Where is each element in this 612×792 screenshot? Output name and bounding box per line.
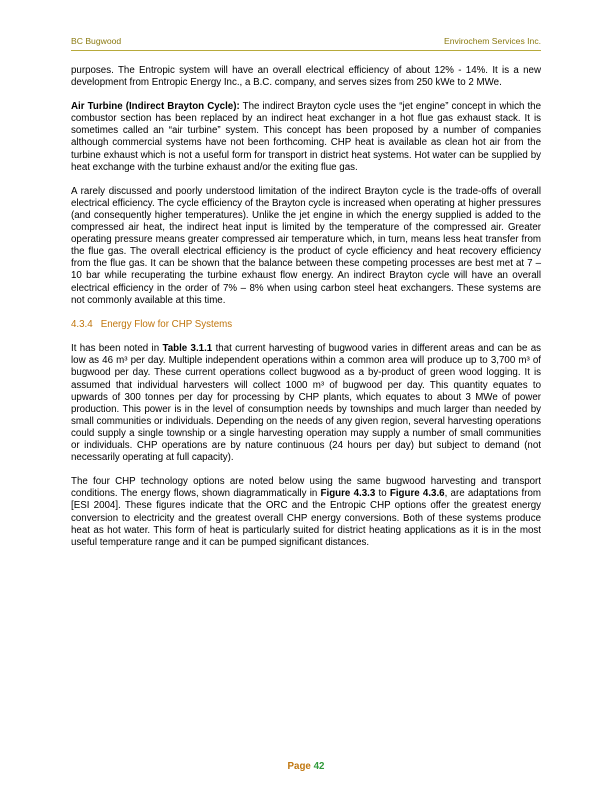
page-header xyxy=(71,36,541,50)
section-number: 4.3.4 xyxy=(71,318,93,330)
section-heading xyxy=(71,319,541,331)
paragraph-air-turbine-text: The indirect Brayton cycle uses the “jet engine” concept in which the combustor section has been replaced by an indirect heat exchanger in a hot flue gas exhaust stack. It is sometimes called an “air turbine” system. This concept has been proposed by a number of companies although commercial systems have not been forthcoming. CHP heat is available as clean hot air from the turbine exhaust which is not a useful form for transport in district heat systems. Hot water can be supplied by heat exchange with the turbine exhaust and/or the exiting flue gas. xyxy=(71,101,541,173)
header-rule xyxy=(71,50,541,51)
paragraph-text: to xyxy=(375,488,390,500)
term-air-turbine: Air Turbine (Indirect Brayton Cycle): xyxy=(71,101,240,113)
paragraph-air-turbine xyxy=(71,101,541,174)
figure-reference: Figure 4.3.3 xyxy=(320,488,376,500)
page-label: Page xyxy=(287,761,311,772)
section-title: Energy Flow for CHP Systems xyxy=(100,318,233,330)
paragraph-entropic: purposes. The Entropic system will have an overall electrical efficiency of about 12% - 14%. It is a new development from Entropic Energy Inc., a B.C. company, and serves sizes from 250 kWe to 2 MWe. xyxy=(71,65,541,89)
paragraph-text: It has been noted in xyxy=(71,343,163,355)
paragraph-chp-options xyxy=(71,476,541,549)
page-number: 42 xyxy=(313,761,325,772)
header-left: BC Bugwood xyxy=(71,36,122,46)
paragraph-bugwood-harvesting xyxy=(71,343,541,464)
paragraph-brayton-limitation: A rarely discussed and poorly understood limitation of the indirect Brayton cycle is the trade-offs of overall electrical efficiency. The cycle efficiency of the Brayton cycle is increased when operating at higher pressures (and consequently higher temperatures). Unlike the jet engine in which the energy supplied is added to the compressed air heat, the indirect heat input is limited by the temperature of the compressed air. Greater operating pressure means greater compressed air temperature which, in turn, means less heat transfer from the flue gas. The overall electrical efficiency is the product of cycle efficiency and heat recovery efficiency from the flue gas. It can be shown that the balance between these competing processes are best met at 7 – 10 bar while recuperating the turbine exhaust flow energy. An indirect Brayton cycle will have an overall electrical efficiency in the order of 7% – 8% when using carbon steel heat exchangers. These systems are not commonly available at this time. xyxy=(71,185,541,306)
document-body xyxy=(71,65,541,561)
figure-reference: Figure 4.3.6 xyxy=(389,488,445,500)
paragraph-text: that current harvesting of bugwood varies in different areas and can be as low as 46 m³ per day. Multiple independent operations within a common area will produce up to 3,700 m³ of bugwood per day. These current operations collect bugwood as a by-product of green wood logging. It is assumed that individual harvesters will collect 1000 m³ of bugwood per day. This quantity equates to upwards of 300 tonnes per day for processing by CHP plants, which equates to about 3 MWe of power production. This power is in the level of consumption needs by townships and much larger than needed by small communities or individuals. Depending on the needs of any given region, several harvesting operations could supply a single township or a single harvesting operation may supply a number of small communities or individuals. CHP operations are by nature continuous (24 hours per day) but subject to demand (not necessarily operating at full capacity). xyxy=(71,343,542,464)
table-reference: Table 3.1.1 xyxy=(162,343,213,355)
paragraph-text: , are adaptations from [ESI 2004]. These figures indicate that the ORC and the Entropic CHP options offer the greatest energy conversion to electricity and the greatest overall CHP energy conversions. Both of these systems produce heat as hot water. This form of heat is particularly suited for district heating applications as it is in the most useful temperature range and it can be pumped significant distances. xyxy=(71,488,542,548)
header-right: Envirochem Services Inc. xyxy=(444,36,541,46)
page-footer xyxy=(0,761,612,772)
paragraph-text: The four CHP technology options are noted below using the same bugwood harvesting and transport conditions. The energy flows, shown diagrammatically in xyxy=(71,476,541,500)
